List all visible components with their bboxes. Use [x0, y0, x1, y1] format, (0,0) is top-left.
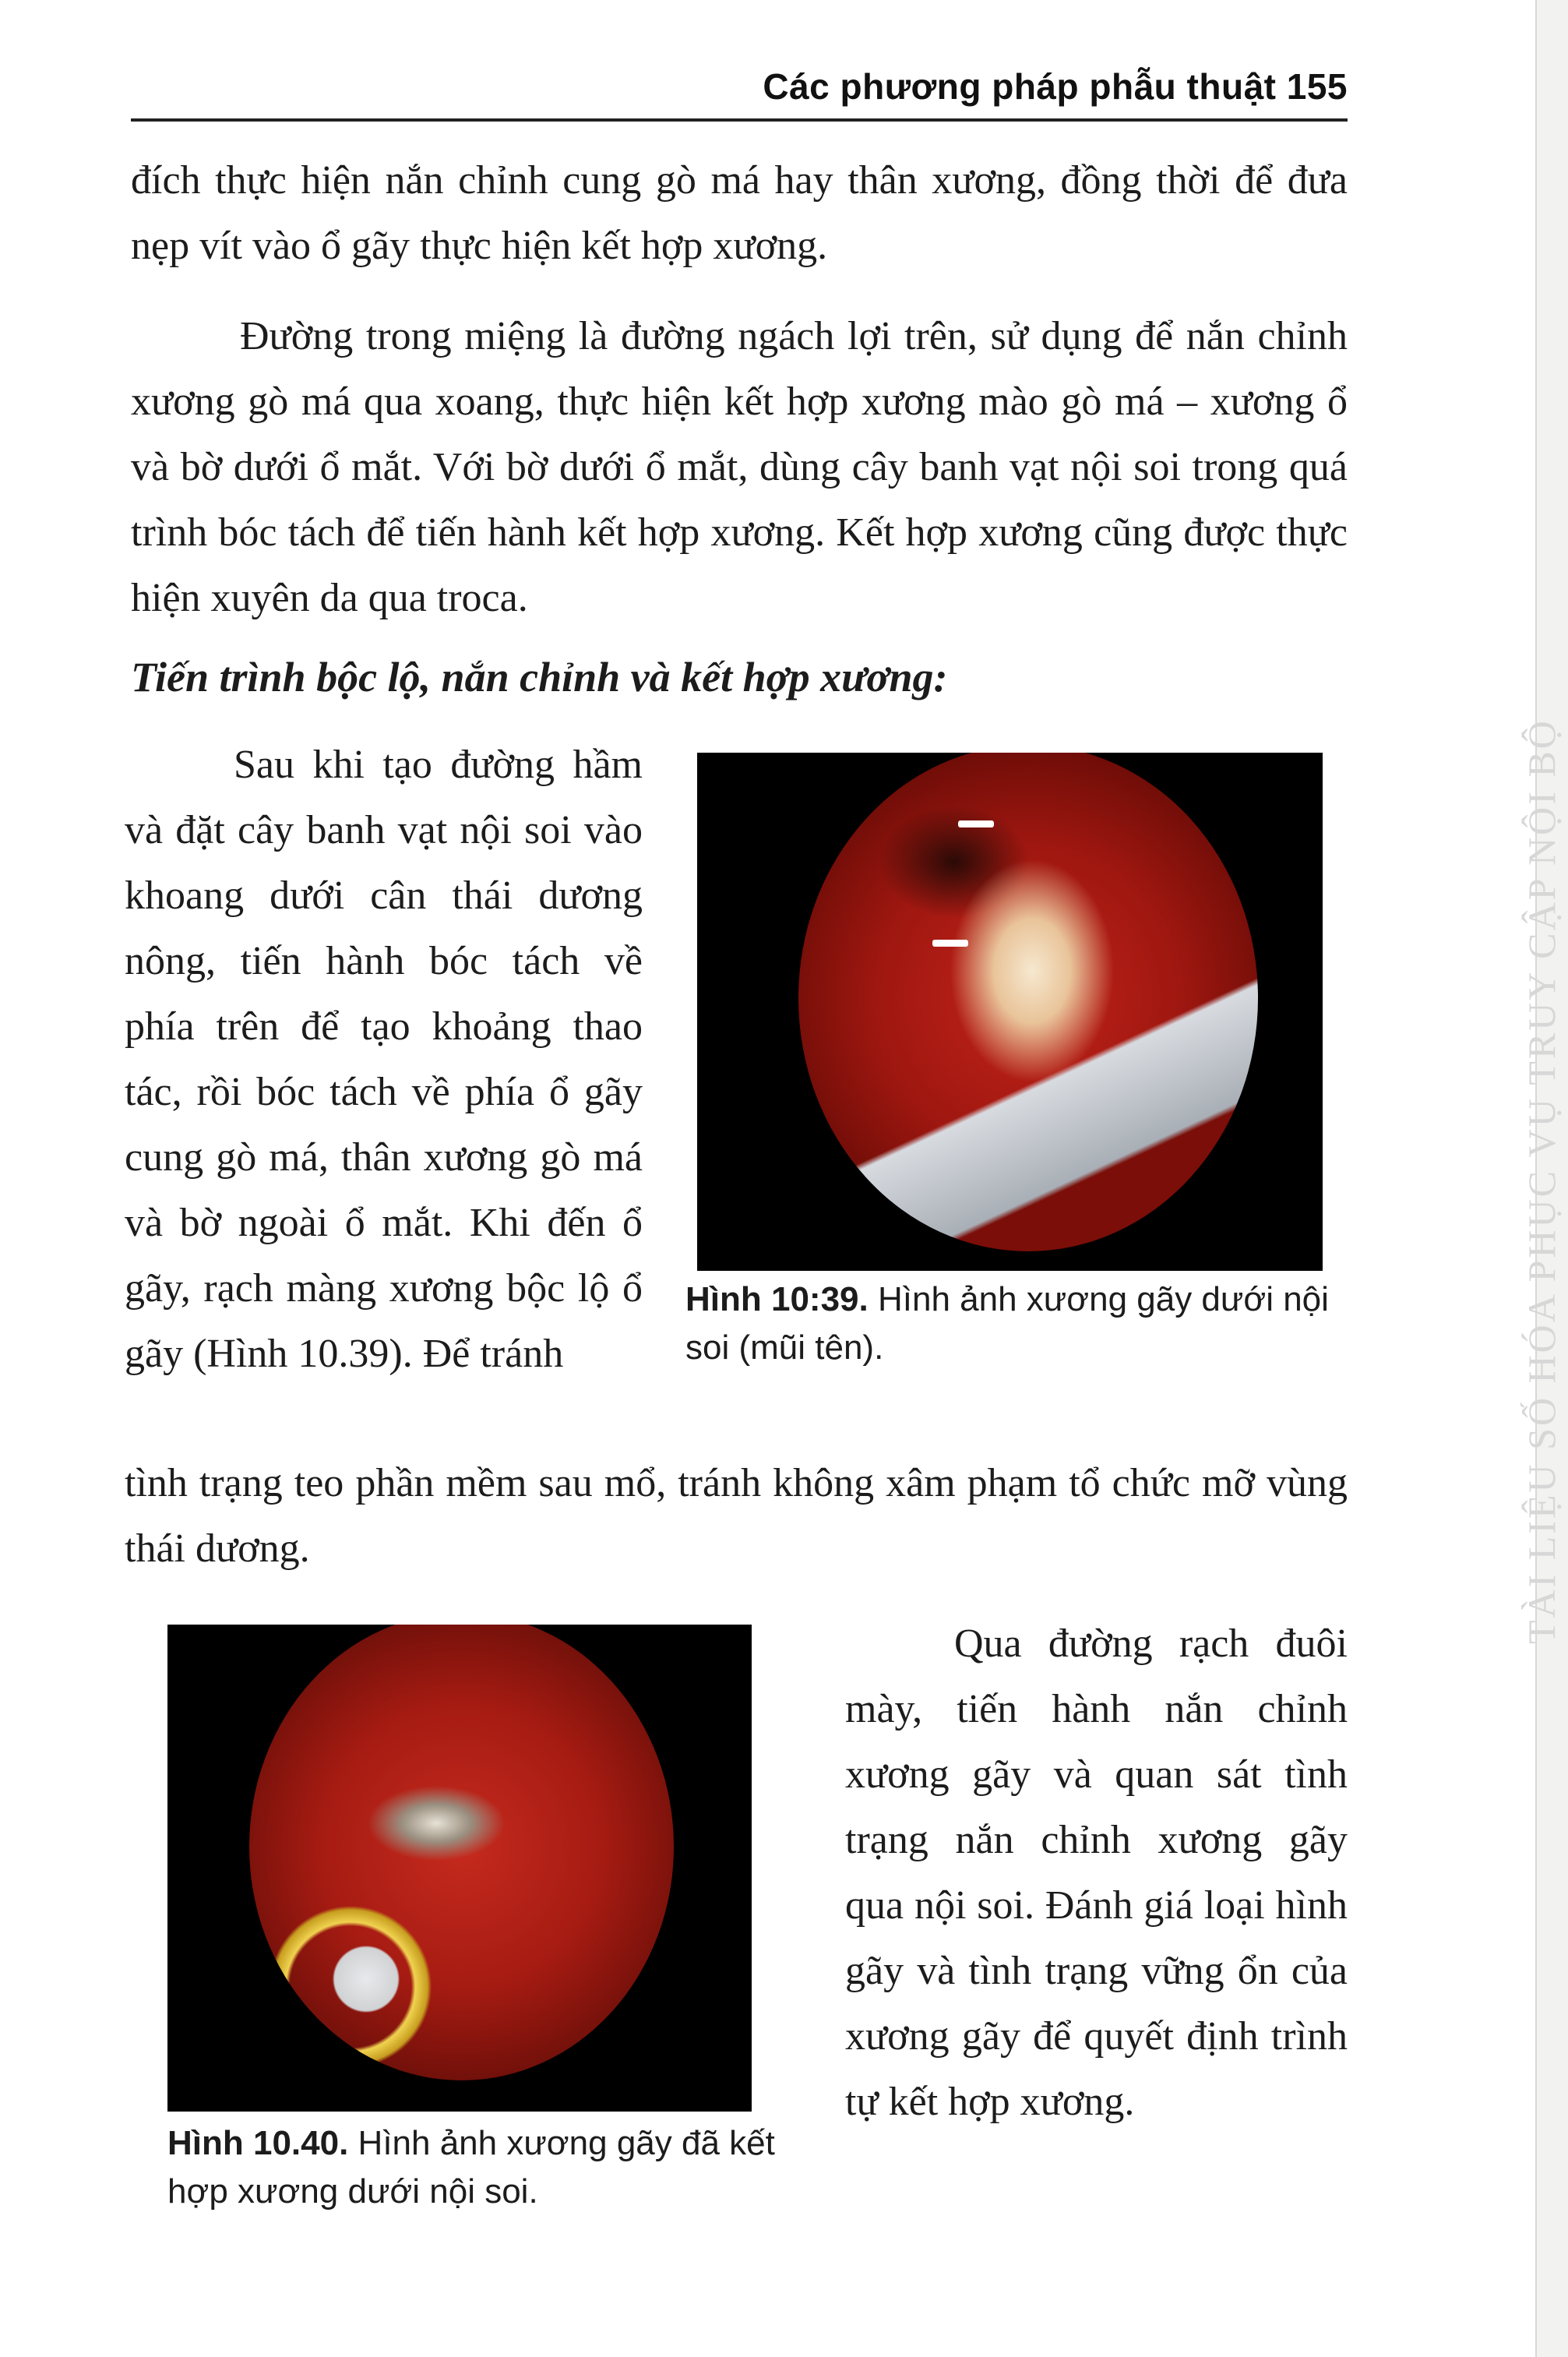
paragraph-3: Sau khi tạo đường hầm và đặt cây banh vạt nội soi vào khoang dưới cân thái dương nông, tiến hành bóc tách về phía trên để tạo khoảng thao tác, rồi bóc tách về phía ổ gãy cung gò má, thân xương gò má và bờ ngoài ổ mắt. Khi đến ổ gãy, rạch màng xương bộc lộ ổ gãy (Hình 10.39). Để tránh	[125, 743, 643, 1376]
arrow-marker	[958, 820, 994, 827]
figure-10-39-image	[697, 753, 1323, 1271]
paragraph-4: Qua đường rạch đuôi mày, tiến hành nắn chỉnh xương gãy và quan sát tình trạng nắn chỉnh xương gãy qua nội soi. Đánh giá loại hình gãy và tình trạng vững ổn của xương gãy để quyết định trình tự kết hợp xương.	[845, 1621, 1348, 2124]
watermark-text: TÀI LIỆU SỐ HÓA PHỤC VỤ TRUY CẬP NỘI BỘ	[1520, 718, 1563, 1644]
figure-10-39-caption	[685, 1276, 1348, 1372]
arrow-marker	[932, 940, 968, 947]
running-header	[131, 55, 1348, 122]
header-title: Các phương pháp phẫu thuật 155	[763, 66, 1348, 107]
figure-caption-text: Hình ảnh xương gãy đã kết hợp xương dưới nội soi.	[167, 2124, 775, 2211]
figure-label: Hình 10:39.	[685, 1280, 869, 1318]
figure-label: Hình 10.40.	[167, 2124, 349, 2162]
figure-10-40-caption	[167, 2119, 783, 2216]
section-heading: Tiến trình bộc lộ, nắn chỉnh và kết hợp xương:	[131, 654, 948, 700]
figure-10-40-image	[167, 1625, 752, 2112]
paragraph-3-continued: tình trạng teo phần mềm sau mổ, tránh không xâm phạm tổ chức mỡ vùng thái dương.	[125, 1461, 1348, 1571]
figure-caption-text: Hình ảnh xương gãy dưới nội soi (mũi tên).	[685, 1280, 1329, 1367]
paragraph-2: Đường trong miệng là đường ngách lợi trên, sử dụng để nắn chỉnh xương gò má qua xoang, thực hiện kết hợp xương mào gò má – xương ổ và bờ dưới ổ mắt. Với bờ dưới ổ mắt, dùng cây banh vạt nội soi trong quá trình bóc tách để tiến hành kết hợp xương. Kết hợp xương cũng được thực hiện xuyên da qua troca.	[131, 314, 1348, 620]
paragraph-1: đích thực hiện nắn chỉnh cung gò má hay thân xương, đồng thời để đưa nẹp vít vào ổ gãy thực hiện kết hợp xương.	[131, 158, 1348, 268]
